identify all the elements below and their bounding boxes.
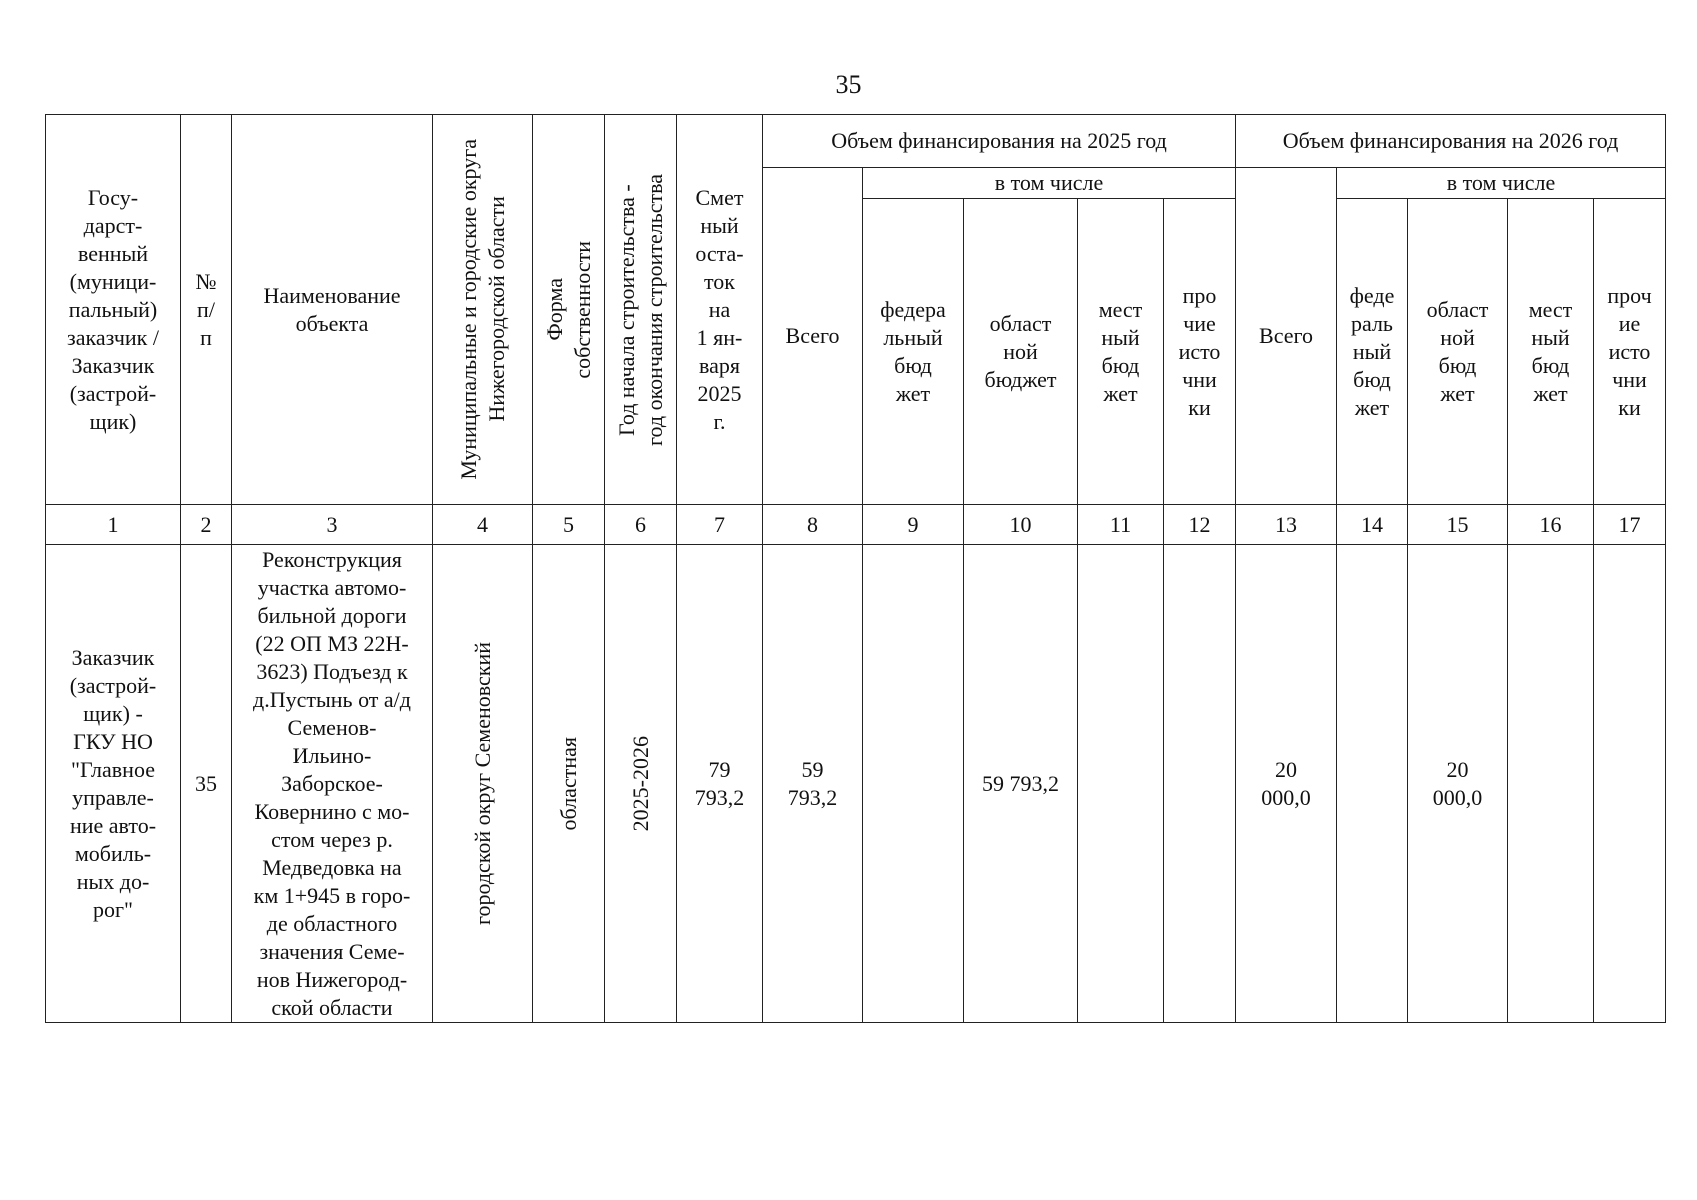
header-including-2026: в том числе <box>1337 168 1666 199</box>
column-number: 12 <box>1164 505 1236 545</box>
header-local-2025: мест ный бюд жет <box>1078 199 1164 505</box>
row-total-2026: 20 000,0 <box>1236 545 1337 1023</box>
column-number: 5 <box>533 505 605 545</box>
row-local-2026 <box>1508 545 1594 1023</box>
financing-table <box>45 114 1666 1023</box>
header-total-2025: Всего <box>763 168 863 505</box>
row-other-2026 <box>1594 545 1666 1023</box>
row-total-2025: 59 793,2 <box>763 545 863 1023</box>
row-local-2025 <box>1078 545 1164 1023</box>
header-other-2026: проч ие исто чни ки <box>1594 199 1666 505</box>
header-regional-2026: област ной бюд жет <box>1408 199 1508 505</box>
column-number-row <box>46 505 1666 545</box>
row-ownership: областная <box>555 736 581 831</box>
column-number: 14 <box>1337 505 1408 545</box>
row-other-2025 <box>1164 545 1236 1023</box>
header-districts: Муниципальные и городские округа Нижегородской области <box>455 139 509 480</box>
header-remainder: Смет ный оста- ток на 1 ян- варя 2025 г. <box>677 115 763 505</box>
header-federal-2026: феде раль ный бюд жет <box>1337 199 1408 505</box>
header-ownership-cell <box>533 115 605 505</box>
row-regional-2026: 20 000,0 <box>1408 545 1508 1023</box>
header-ownership: Форма собственности <box>541 240 595 379</box>
column-number: 4 <box>433 505 533 545</box>
row-federal-2025 <box>863 545 964 1023</box>
column-number: 1 <box>46 505 181 545</box>
header-financing-2026: Объем финансирования на 2026 год <box>1236 115 1666 168</box>
header-local-2026: мест ный бюд жет <box>1508 199 1594 505</box>
header-federal-2025: федера льный бюд жет <box>863 199 964 505</box>
column-number: 9 <box>863 505 964 545</box>
row-customer: Заказчик (застрой- щик) - ГКУ НО "Главное управле- ние авто- мобиль- ных до- рог" <box>46 545 181 1023</box>
header-regional-2025: област ной бюджет <box>964 199 1078 505</box>
column-number: 15 <box>1408 505 1508 545</box>
column-number: 10 <box>964 505 1078 545</box>
column-number: 7 <box>677 505 763 545</box>
column-number: 3 <box>232 505 433 545</box>
row-district: городской округ Семеновский <box>469 642 495 925</box>
page-number: 35 <box>835 70 862 99</box>
header-number: № п/ п <box>181 115 232 505</box>
header-years: Год начала строительства - год окончания строительства <box>613 173 667 446</box>
header-total-2026: Всего <box>1236 168 1337 505</box>
row-years: 2025-2026 <box>627 735 653 832</box>
table-row <box>46 545 1666 1023</box>
header-object-name: Наименование объекта <box>232 115 433 505</box>
column-number: 16 <box>1508 505 1594 545</box>
column-number: 6 <box>605 505 677 545</box>
row-number: 35 <box>181 545 232 1023</box>
row-years-cell <box>605 545 677 1023</box>
row-ownership-cell <box>533 545 605 1023</box>
header-years-cell <box>605 115 677 505</box>
row-district-cell <box>433 545 533 1023</box>
row-federal-2026 <box>1337 545 1408 1023</box>
header-other-2025: про чие исто чни ки <box>1164 199 1236 505</box>
column-number: 11 <box>1078 505 1164 545</box>
header-including-2025: в том числе <box>863 168 1236 199</box>
row-object-name: Реконструкция участка автомо- бильной дороги (22 ОП МЗ 22Н- 3623) Подъезд к д.Пустынь от а/д Семенов- Ильино- Заборское- Ковернино с мо- стом через р. Медведовка на км 1+945 в горо- де областного значения Семе- нов Нижегород- ской области <box>232 545 433 1023</box>
row-remainder: 79 793,2 <box>677 545 763 1023</box>
header-financing-2025: Объем финансирования на 2025 год <box>763 115 1236 168</box>
column-number: 8 <box>763 505 863 545</box>
header-districts-cell <box>433 115 533 505</box>
row-regional-2025: 59 793,2 <box>964 545 1078 1023</box>
header-customer: Госу- дарст- венный (муници- пальный) заказчик / Заказчик (застрой- щик) <box>46 115 181 505</box>
column-number: 17 <box>1594 505 1666 545</box>
column-number: 2 <box>181 505 232 545</box>
column-number: 13 <box>1236 505 1337 545</box>
header-row-1 <box>46 115 1666 168</box>
